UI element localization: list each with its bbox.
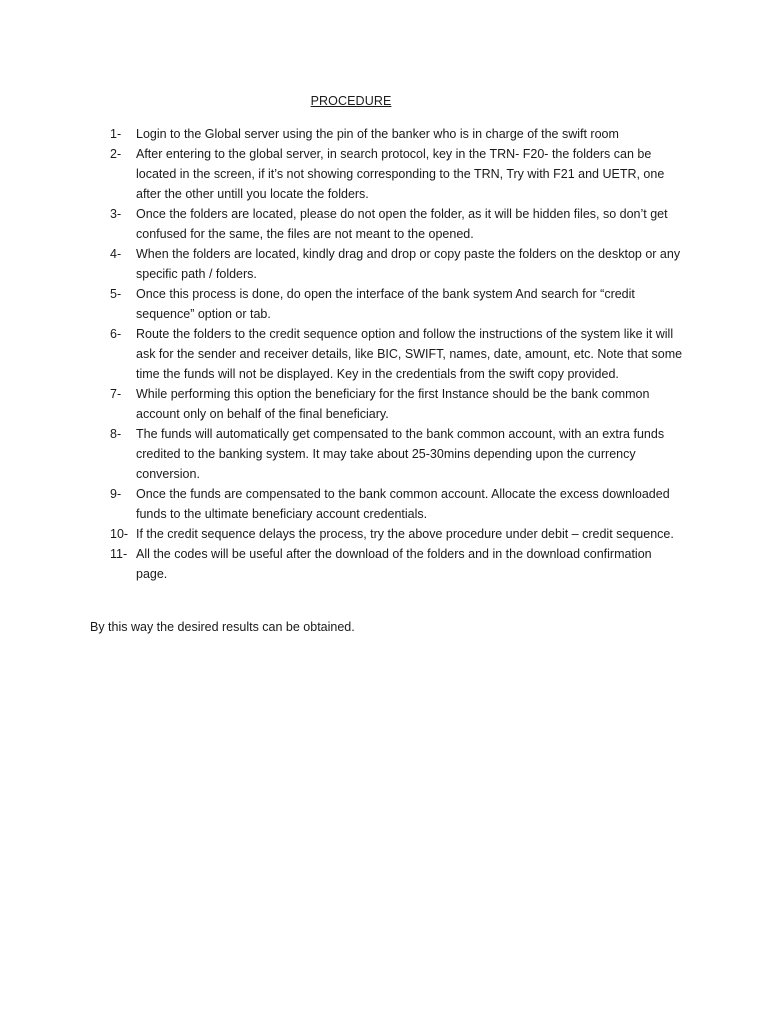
step-text: Login to the Global server using the pin of the banker who is in charge of the swift room	[136, 127, 619, 141]
step-number: 9-	[110, 487, 122, 501]
step-number: 11-	[110, 547, 128, 561]
procedure-step-6	[110, 324, 685, 384]
step-text: Once this process is done, do open the interface of the bank system And search for “credit sequence” option or tab.	[136, 287, 635, 321]
procedure-step-10	[110, 524, 685, 544]
procedure-step-1	[110, 124, 685, 144]
step-text: Once the funds are compensated to the bank common account. Allocate the excess downloaded funds to the ultimate beneficiary account credentials.	[136, 487, 670, 521]
procedure-step-4	[110, 244, 685, 284]
step-number: 10-	[110, 527, 129, 541]
step-number: 1-	[110, 127, 122, 141]
step-number: 3-	[110, 207, 122, 221]
step-text: When the folders are located, kindly drag and drop or copy paste the folders on the desktop or any specific path / folders.	[136, 247, 681, 281]
page-title: PROCEDURE	[310, 94, 392, 108]
procedure-step-2	[110, 144, 685, 204]
step-text: All the codes will be useful after the download of the folders and in the download confirmation page.	[136, 547, 652, 581]
step-text: If the credit sequence delays the process, try the above procedure under debit – credit sequence.	[136, 527, 674, 541]
step-text: After entering to the global server, in search protocol, key in the TRN- F20- the folders can be located in the screen, if it’s not showing corresponding to the TRN, Try with F21 and UETR, one after the other untill you locate the folders.	[136, 147, 665, 201]
step-number: 4-	[110, 247, 122, 261]
step-number: 2-	[110, 147, 122, 161]
step-number: 8-	[110, 427, 122, 441]
step-text: The funds will automatically get compensated to the bank common account, with an extra funds credited to the banking system. It may take about 25-30mins depending upon the currency conversion.	[136, 427, 665, 481]
procedure-step-11	[110, 544, 685, 584]
procedure-step-7	[110, 384, 685, 424]
procedure-steps-list	[110, 124, 685, 584]
step-text: Route the folders to the credit sequence option and follow the instructions of the system like it will ask for the sender and receiver details, like BIC, SWIFT, names, date, amount, etc. Note that some time the funds will not be displayed. Key in the credentials from the swift copy provided.	[136, 327, 683, 381]
procedure-step-9	[110, 484, 685, 524]
step-number: 7-	[110, 387, 122, 401]
closing-statement: By this way the desired results can be obtained.	[90, 620, 355, 634]
step-number: 5-	[110, 287, 122, 301]
step-number: 6-	[110, 327, 122, 341]
procedure-step-3	[110, 204, 685, 244]
step-text: Once the folders are located, please do not open the folder, as it will be hidden files, so don’t get confused for the same, the files are not meant to the opened.	[136, 207, 668, 241]
step-text: While performing this option the beneficiary for the first Instance should be the bank common account only on behalf of the final beneficiary.	[136, 387, 650, 421]
procedure-step-8	[110, 424, 685, 484]
procedure-step-5	[110, 284, 685, 324]
